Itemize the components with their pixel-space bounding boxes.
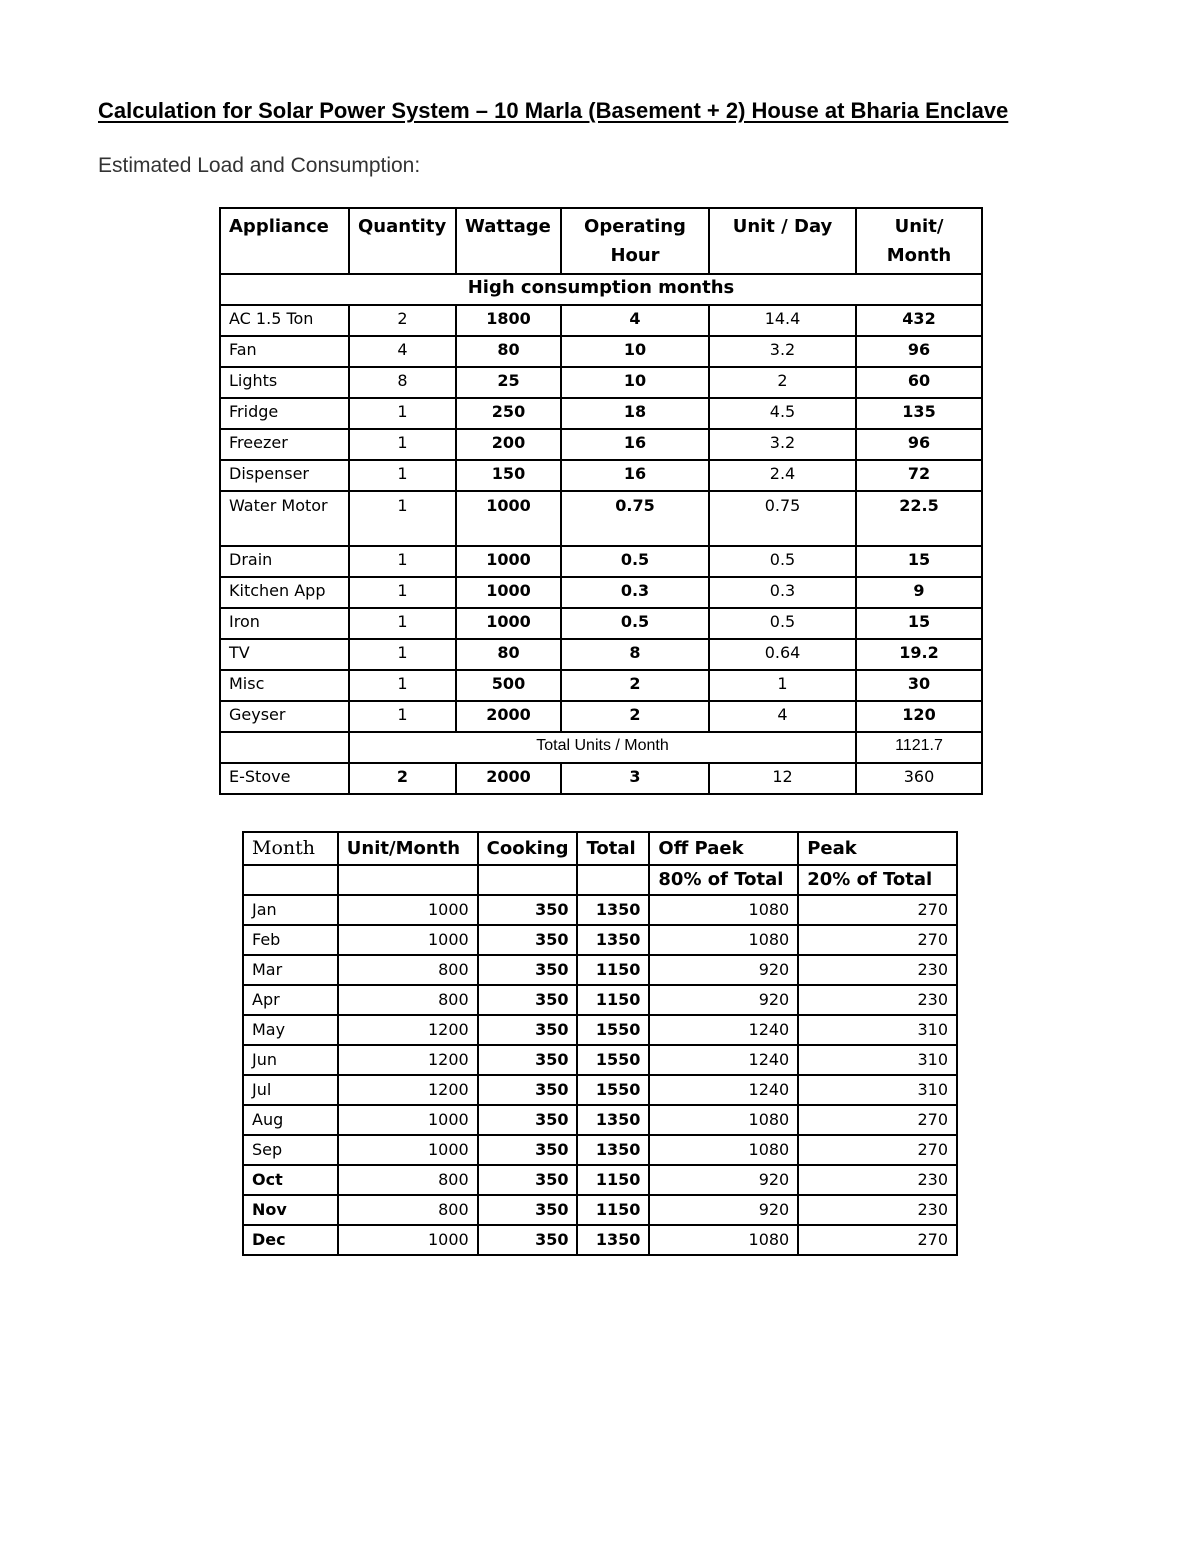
- subheader-cell: [478, 865, 578, 895]
- table-row: [220, 701, 982, 732]
- table-cell: 1150: [577, 1195, 649, 1225]
- table-cell: 350: [478, 895, 578, 925]
- table-cell: 1200: [338, 1045, 478, 1075]
- table-cell: 1350: [577, 1105, 649, 1135]
- subheader-cell: [577, 865, 649, 895]
- table-cell: 1150: [577, 955, 649, 985]
- table-row: [220, 336, 982, 367]
- table-row: [243, 895, 957, 925]
- table-cell: 18: [561, 398, 709, 429]
- table-cell: 3: [561, 763, 709, 794]
- table-row: [220, 491, 982, 546]
- table-cell: 350: [478, 985, 578, 1015]
- table-cell: 0.5: [709, 608, 856, 639]
- column-header: Unit / Day: [709, 208, 856, 274]
- table-cell: 270: [798, 1105, 957, 1135]
- table-cell: 2: [349, 305, 456, 336]
- table-cell: Aug: [243, 1105, 338, 1135]
- monthly-table: [242, 831, 958, 1256]
- table-cell: 1080: [649, 1105, 798, 1135]
- table-cell: 16: [561, 460, 709, 491]
- table-cell: 800: [338, 955, 478, 985]
- table-cell: 4: [709, 701, 856, 732]
- table-cell: 72: [856, 460, 982, 491]
- table-cell: 1000: [338, 895, 478, 925]
- table-cell: May: [243, 1015, 338, 1045]
- column-header: Appliance: [220, 208, 349, 274]
- subheader-cell: [243, 865, 338, 895]
- table-row: [220, 305, 982, 336]
- table-row: [243, 1195, 957, 1225]
- column-header: Unit/Month: [338, 832, 478, 865]
- table-cell: 0.5: [561, 546, 709, 577]
- table-cell: 2: [709, 367, 856, 398]
- table-row: [220, 639, 982, 670]
- table-cell: 1: [349, 460, 456, 491]
- table-cell: 1550: [577, 1075, 649, 1105]
- table-cell: 1000: [338, 1225, 478, 1255]
- table-cell: 15: [856, 608, 982, 639]
- table-cell: 10: [561, 367, 709, 398]
- table-cell: Mar: [243, 955, 338, 985]
- table-cell: 0.64: [709, 639, 856, 670]
- table-cell: 920: [649, 985, 798, 1015]
- load-table-header-row: [220, 208, 982, 274]
- table-cell: 350: [478, 1165, 578, 1195]
- table-cell: 0.75: [561, 491, 709, 546]
- table-cell: 30: [856, 670, 982, 701]
- table-row: [220, 670, 982, 701]
- table-cell: 1080: [649, 1135, 798, 1165]
- table-cell: Fridge: [220, 398, 349, 429]
- total-label: Total Units / Month: [349, 732, 856, 763]
- table-cell: 2: [561, 670, 709, 701]
- empty-cell: [220, 732, 349, 763]
- table-cell: 1080: [649, 925, 798, 955]
- table-cell: 12: [709, 763, 856, 794]
- table-cell: 1350: [577, 1225, 649, 1255]
- column-header: Total: [577, 832, 649, 865]
- table-cell: 1080: [649, 895, 798, 925]
- page-subtitle: Estimated Load and Consumption:: [98, 154, 421, 177]
- table-cell: 1: [349, 639, 456, 670]
- table-cell: 120: [856, 701, 982, 732]
- table-cell: 25: [456, 367, 561, 398]
- table-cell: 1150: [577, 985, 649, 1015]
- table-cell: 0.3: [561, 577, 709, 608]
- column-header: Unit/ Month: [856, 208, 982, 274]
- table-cell: 80: [456, 639, 561, 670]
- table-cell: 1: [349, 608, 456, 639]
- table-row: [220, 577, 982, 608]
- table-cell: Dispenser: [220, 460, 349, 491]
- table-cell: 1000: [338, 1135, 478, 1165]
- table-cell: Geyser: [220, 701, 349, 732]
- table-row: [243, 1045, 957, 1075]
- table-cell: Nov: [243, 1195, 338, 1225]
- table-cell: 1240: [649, 1015, 798, 1045]
- column-header: Peak: [798, 832, 957, 865]
- table-cell: 1000: [456, 577, 561, 608]
- table-cell: 350: [478, 1015, 578, 1045]
- table-cell: Apr: [243, 985, 338, 1015]
- table-cell: 1: [349, 701, 456, 732]
- table-cell: 1800: [456, 305, 561, 336]
- table-cell: 150: [456, 460, 561, 491]
- table-cell: 1200: [338, 1075, 478, 1105]
- table-cell: 0.3: [709, 577, 856, 608]
- table-cell: 14.4: [709, 305, 856, 336]
- table-cell: 350: [478, 1045, 578, 1075]
- table-cell: 800: [338, 985, 478, 1015]
- load-table: [219, 207, 983, 795]
- table-cell: 1200: [338, 1015, 478, 1045]
- table-row: [243, 955, 957, 985]
- table-cell: 4: [561, 305, 709, 336]
- table-cell: Kitchen App: [220, 577, 349, 608]
- table-cell: 350: [478, 1135, 578, 1165]
- table-cell: Jan: [243, 895, 338, 925]
- table-cell: 1: [349, 577, 456, 608]
- column-header: Operating Hour: [561, 208, 709, 274]
- table-cell: Lights: [220, 367, 349, 398]
- table-cell: 250: [456, 398, 561, 429]
- table-cell: Misc: [220, 670, 349, 701]
- table-cell: Feb: [243, 925, 338, 955]
- table-cell: 2: [561, 701, 709, 732]
- table-cell: 135: [856, 398, 982, 429]
- table-cell: 500: [456, 670, 561, 701]
- table-cell: 2: [349, 763, 456, 794]
- table-cell: 230: [798, 985, 957, 1015]
- table-cell: 96: [856, 429, 982, 460]
- table-cell: Freezer: [220, 429, 349, 460]
- table-cell: Jun: [243, 1045, 338, 1075]
- table-cell: 0.5: [561, 608, 709, 639]
- table-cell: 1: [349, 398, 456, 429]
- table-cell: 1: [349, 546, 456, 577]
- section-label: High consumption months: [220, 274, 982, 305]
- table-cell: 920: [649, 955, 798, 985]
- total-row: [220, 732, 982, 763]
- table-cell: Oct: [243, 1165, 338, 1195]
- table-cell: TV: [220, 639, 349, 670]
- table-cell: 8: [561, 639, 709, 670]
- table-row: [220, 398, 982, 429]
- table-cell: 350: [478, 955, 578, 985]
- table-cell: Water Motor: [220, 491, 349, 546]
- table-row: [243, 1225, 957, 1255]
- table-cell: 22.5: [856, 491, 982, 546]
- table-row: [220, 763, 982, 794]
- table-cell: Drain: [220, 546, 349, 577]
- table-cell: 19.2: [856, 639, 982, 670]
- table-cell: 1240: [649, 1045, 798, 1075]
- table-row: [220, 429, 982, 460]
- subheader-cell: 20% of Total: [798, 865, 957, 895]
- table-row: [243, 1015, 957, 1045]
- table-cell: 230: [798, 1165, 957, 1195]
- table-cell: 1150: [577, 1165, 649, 1195]
- column-header: Wattage: [456, 208, 561, 274]
- table-cell: Dec: [243, 1225, 338, 1255]
- table-cell: 310: [798, 1045, 957, 1075]
- table-row: [243, 985, 957, 1015]
- table-cell: 800: [338, 1165, 478, 1195]
- table-row: [243, 1135, 957, 1165]
- table-cell: 16: [561, 429, 709, 460]
- table-cell: 200: [456, 429, 561, 460]
- table-row: [220, 546, 982, 577]
- table-cell: 96: [856, 336, 982, 367]
- table-cell: 1350: [577, 925, 649, 955]
- table-cell: 1240: [649, 1075, 798, 1105]
- table-cell: 0.5: [709, 546, 856, 577]
- table-row: [243, 925, 957, 955]
- table-cell: 310: [798, 1015, 957, 1045]
- table-cell: 2000: [456, 701, 561, 732]
- monthly-table-subheader-row: [243, 865, 957, 895]
- table-cell: 1: [349, 670, 456, 701]
- table-cell: 3.2: [709, 429, 856, 460]
- table-cell: 2000: [456, 763, 561, 794]
- table-cell: 1: [709, 670, 856, 701]
- table-cell: 360: [856, 763, 982, 794]
- page-title: Calculation for Solar Power System – 10 Marla (Basement + 2) House at Bharia Enclave: [98, 98, 1009, 123]
- table-cell: 1000: [456, 608, 561, 639]
- table-cell: Sep: [243, 1135, 338, 1165]
- table-cell: 350: [478, 1195, 578, 1225]
- table-row: [220, 367, 982, 398]
- table-cell: 1000: [338, 1105, 478, 1135]
- table-cell: 350: [478, 1075, 578, 1105]
- table-cell: 60: [856, 367, 982, 398]
- table-cell: 1000: [456, 546, 561, 577]
- table-cell: Jul: [243, 1075, 338, 1105]
- table-cell: 15: [856, 546, 982, 577]
- column-header: Off Paek: [649, 832, 798, 865]
- table-row: [220, 460, 982, 491]
- subheader-cell: 80% of Total: [649, 865, 798, 895]
- table-cell: Iron: [220, 608, 349, 639]
- table-cell: 800: [338, 1195, 478, 1225]
- table-cell: 270: [798, 1225, 957, 1255]
- table-cell: 270: [798, 895, 957, 925]
- table-row: [243, 1165, 957, 1195]
- table-cell: 230: [798, 955, 957, 985]
- table-row: [243, 1105, 957, 1135]
- table-cell: Fan: [220, 336, 349, 367]
- table-cell: 4: [349, 336, 456, 367]
- monthly-table-header-row: [243, 832, 957, 865]
- section-row: [220, 274, 982, 305]
- table-cell: 270: [798, 925, 957, 955]
- table-cell: 1080: [649, 1225, 798, 1255]
- table-cell: 80: [456, 336, 561, 367]
- subheader-cell: [338, 865, 478, 895]
- column-header: Month: [243, 832, 338, 865]
- table-cell: 350: [478, 1105, 578, 1135]
- table-row: [243, 1075, 957, 1105]
- table-cell: 0.75: [709, 491, 856, 546]
- table-cell: AC 1.5 Ton: [220, 305, 349, 336]
- table-cell: 1000: [338, 925, 478, 955]
- table-cell: 350: [478, 925, 578, 955]
- table-cell: 310: [798, 1075, 957, 1105]
- column-header: Quantity: [349, 208, 456, 274]
- table-row: [220, 608, 982, 639]
- table-cell: 3.2: [709, 336, 856, 367]
- table-cell: 1: [349, 491, 456, 546]
- table-cell: 1350: [577, 1135, 649, 1165]
- table-cell: 432: [856, 305, 982, 336]
- total-value: 1121.7: [856, 732, 982, 763]
- table-cell: 270: [798, 1135, 957, 1165]
- table-cell: 9: [856, 577, 982, 608]
- table-cell: 1000: [456, 491, 561, 546]
- table-cell: 4.5: [709, 398, 856, 429]
- table-cell: 920: [649, 1165, 798, 1195]
- table-cell: E-Stove: [220, 763, 349, 794]
- table-cell: 920: [649, 1195, 798, 1225]
- table-cell: 1350: [577, 895, 649, 925]
- table-cell: 8: [349, 367, 456, 398]
- table-cell: 2.4: [709, 460, 856, 491]
- table-cell: 230: [798, 1195, 957, 1225]
- table-cell: 1550: [577, 1045, 649, 1075]
- table-cell: 1: [349, 429, 456, 460]
- column-header: Cooking: [478, 832, 578, 865]
- table-cell: 10: [561, 336, 709, 367]
- table-cell: 350: [478, 1225, 578, 1255]
- table-cell: 1550: [577, 1015, 649, 1045]
